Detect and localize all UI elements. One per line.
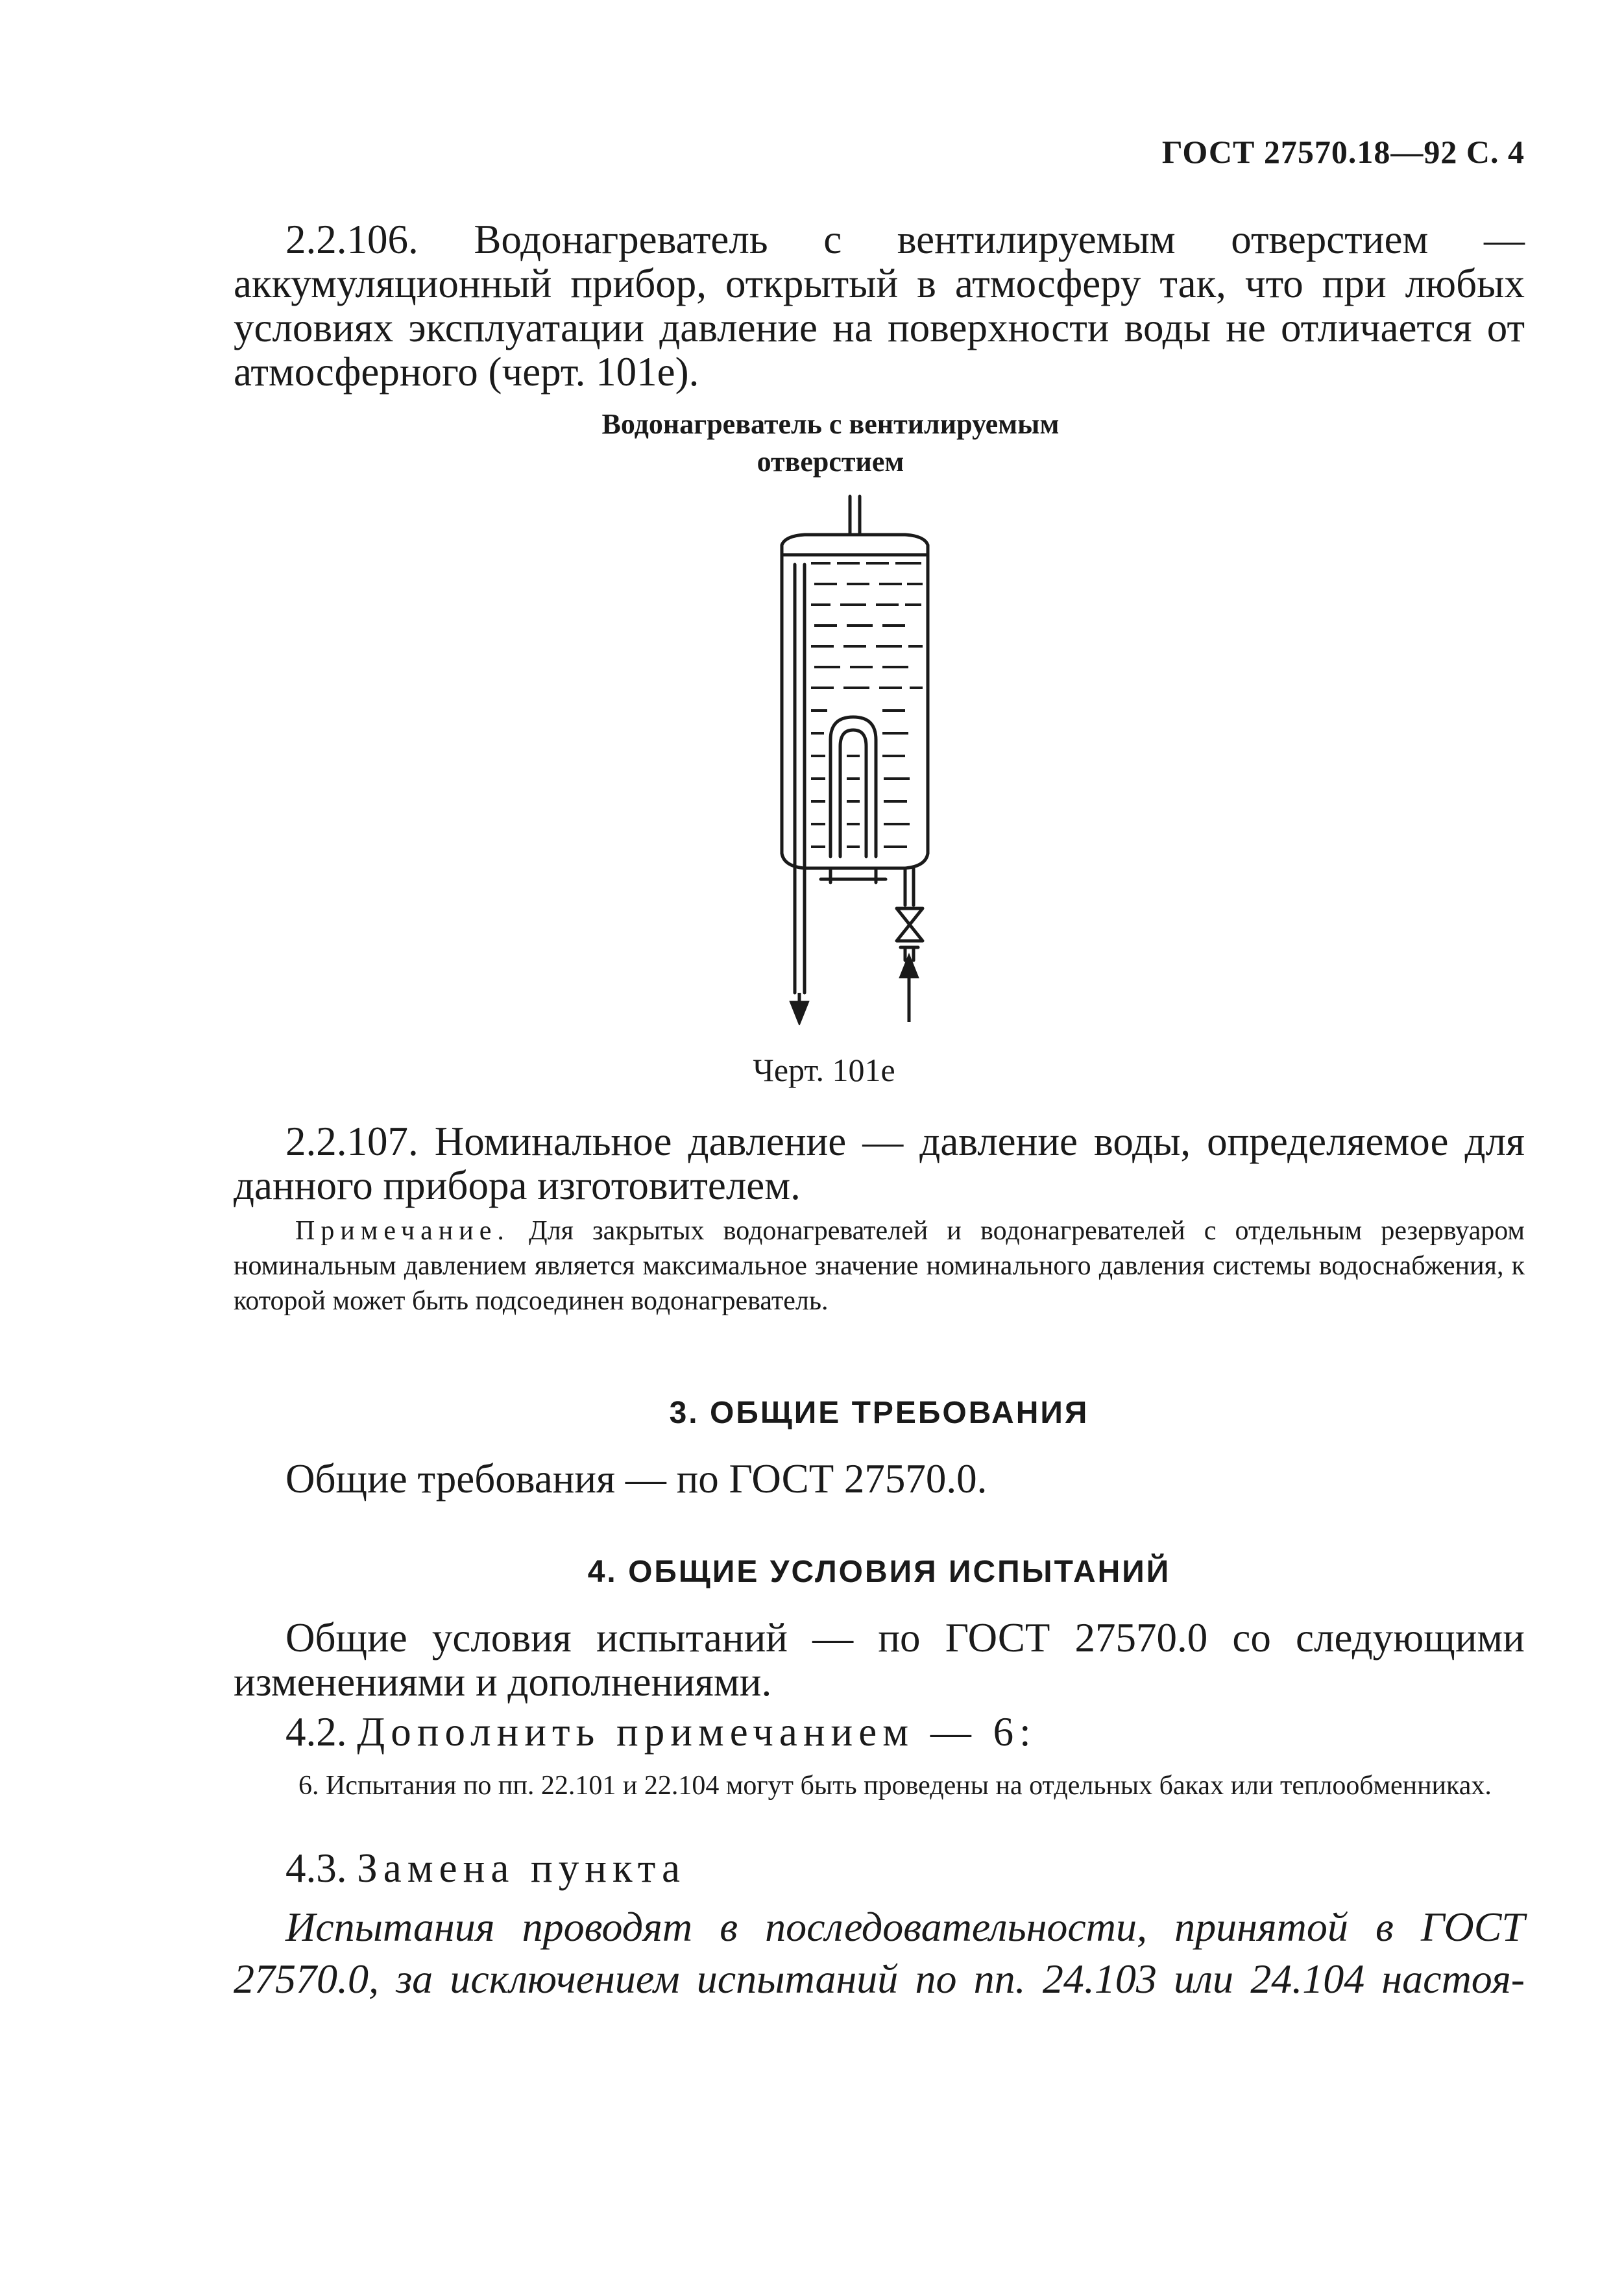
italic-line-1: Испытания проводят в последовательности, принятой в ГОСТ — [285, 1904, 1525, 1950]
item-4-2 — [285, 1710, 1525, 1754]
tank-lid — [782, 535, 928, 555]
section-4-text: Общие условия испытаний — по ГОСТ 27570.0 со следующими изменениями и дополнениями. — [234, 1615, 1525, 1705]
paragraph-2-2-107: 2.2.107. Номинальное давление — давление воды, определяемое для данного прибора изготовителем. — [234, 1119, 1525, 1208]
figure-title-line-1: Водонагреватель с вентилируемым — [601, 408, 1060, 440]
paragraph-2-2-106: 2.2.106. Водонагреватель с вентилируемым отверстием — аккумуляционный прибор, открытый в атмосферу так, что при любых условиях эксплуатации давление на поверхности воды не отличается от атмосферного (черт. 101е). — [234, 217, 1525, 395]
item-4-2-note: 6. Испытания по пп. 22.101 и 22.104 могут быть проведены на отдельных баках или теплообменниках. — [298, 1771, 1492, 1801]
note-label: Примечание. — [295, 1216, 510, 1246]
outlet-arrow-down-icon — [792, 1003, 807, 1022]
valve-icon — [897, 908, 923, 941]
item-4-3 — [285, 1846, 1525, 1890]
italic-line-2: 27570.0, за исключением испытаний по пп. 24.103 или 24.104 настоя- — [234, 1956, 1525, 2002]
heating-element-inner — [840, 730, 866, 857]
figure-caption: Черт. 101е — [753, 1052, 895, 1088]
section-3-text: Общие требования — по ГОСТ 27570.0. — [285, 1456, 988, 1502]
note-block — [234, 1213, 1525, 1319]
heating-element-outer — [830, 717, 876, 857]
figure-title — [506, 406, 1155, 481]
item-4-2-text: Дополнить примечанием — 6: — [357, 1709, 1037, 1755]
note-text: Для закрытых водонагревателей и водонагревателей с отдельным резервуаром номинальным давлением является максимальное значение номинального давления системы водоснабжения, к которой может быть подсоединен водонагреватель. — [234, 1216, 1525, 1316]
page-header: ГОСТ 27570.18—92 С. 4 — [1161, 134, 1525, 170]
item-4-3-label: 4.3. — [285, 1845, 347, 1891]
item-4-3-text: Замена пункта — [357, 1845, 686, 1891]
section-3-heading: 3. ОБЩИЕ ТРЕБОВАНИЯ — [669, 1396, 1089, 1430]
item-4-2-label: 4.2. — [285, 1709, 347, 1755]
figure-title-line-2: отверстием — [757, 446, 904, 478]
section-4-heading: 4. ОБЩИЕ УСЛОВИЯ ИСПЫТАНИЙ — [587, 1555, 1171, 1589]
water-heater-diagram — [740, 493, 947, 1025]
